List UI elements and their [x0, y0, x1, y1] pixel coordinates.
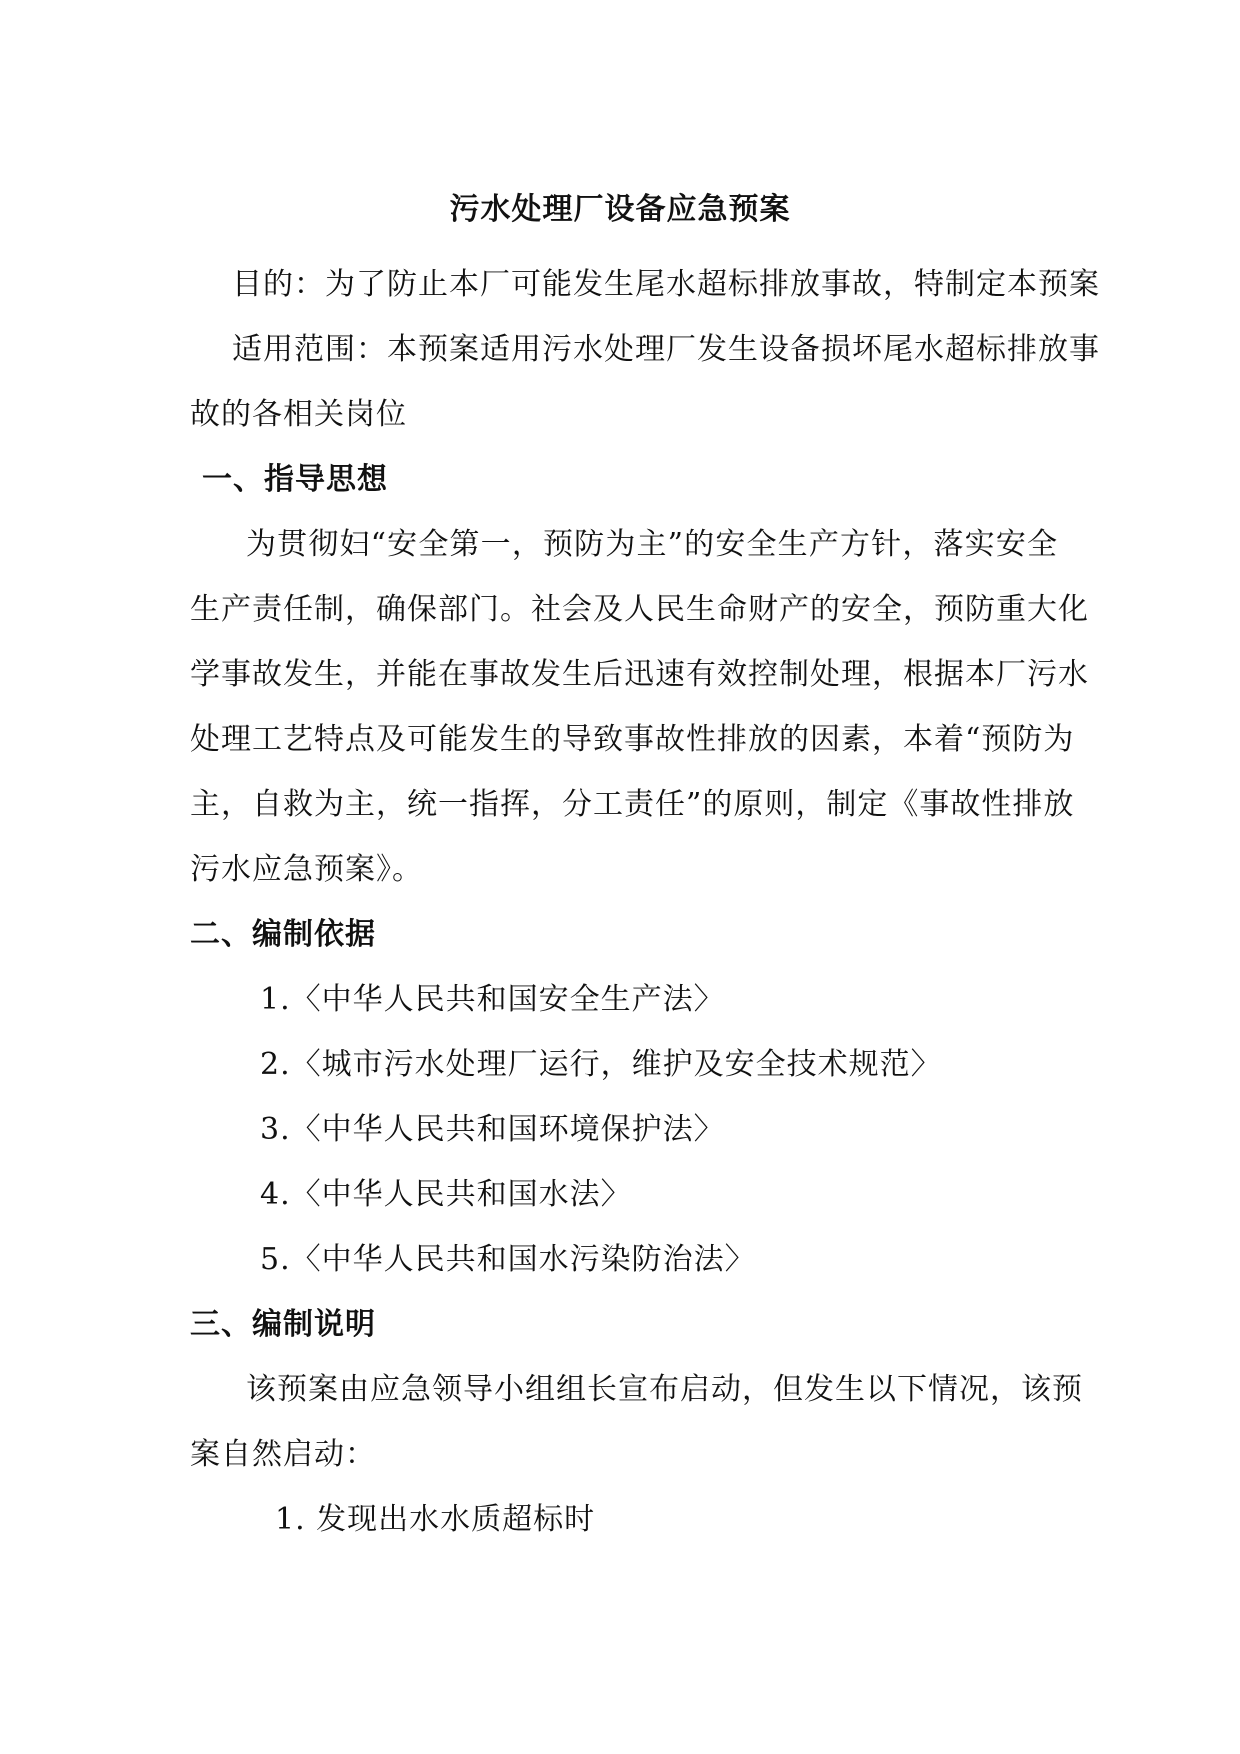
basis-list-item: 2.〈城市污水处理厂运行，维护及安全技术规范〉 [260, 1047, 942, 1082]
section-heading-basis: 二、编制依据 [190, 917, 376, 952]
section3-paragraph-line: 案自然启动： [190, 1437, 376, 1472]
scope-paragraph-line-1: 适用范围：本预案适用污水处理厂发生设备损坏尾水超标排放事 [232, 332, 1100, 367]
basis-list-item: 1.〈中华人民共和国安全生产法〉 [260, 982, 725, 1017]
startup-condition-item: 1. 发现出水水质超标时 [275, 1502, 596, 1537]
basis-list-item: 4.〈中华人民共和国水法〉 [260, 1177, 632, 1212]
section-heading-description: 三、编制说明 [190, 1307, 376, 1342]
section1-paragraph-line: 污水应急预案》。 [190, 852, 423, 887]
section1-paragraph-line: 主，自救为主，统一指挥，分工责任”的原则，制定《事故性排放 [190, 787, 1075, 822]
purpose-paragraph: 目的：为了防止本厂可能发生尾水超标排放事故，特制定本预案 [232, 267, 1100, 302]
basis-list-item: 3.〈中华人民共和国环境保护法〉 [260, 1112, 725, 1147]
section1-paragraph-line: 生产责任制，确保部门。社会及人民生命财产的安全，预防重大化 [190, 592, 1089, 627]
document-title: 污水处理厂设备应急预案 [449, 192, 791, 227]
section-heading-guiding-principle: 一、指导思想 [202, 462, 388, 497]
basis-list-item: 5.〈中华人民共和国水污染防治法〉 [260, 1242, 756, 1277]
section1-paragraph-line: 处理工艺特点及可能发生的导致事故性排放的因素，本着“预防为 [190, 722, 1075, 757]
scope-paragraph-line-2: 故的各相关岗位 [190, 397, 407, 432]
section3-paragraph-line: 该预案由应急领导小组组长宣布启动，但发生以下情况，该预 [246, 1372, 1083, 1407]
section1-paragraph-line: 为贯彻妇“安全第一，预防为主”的安全生产方针，落实安全 [246, 527, 1058, 562]
section1-paragraph-line: 学事故发生，并能在事故发生后迅速有效控制处理，根据本厂污水 [190, 657, 1089, 692]
